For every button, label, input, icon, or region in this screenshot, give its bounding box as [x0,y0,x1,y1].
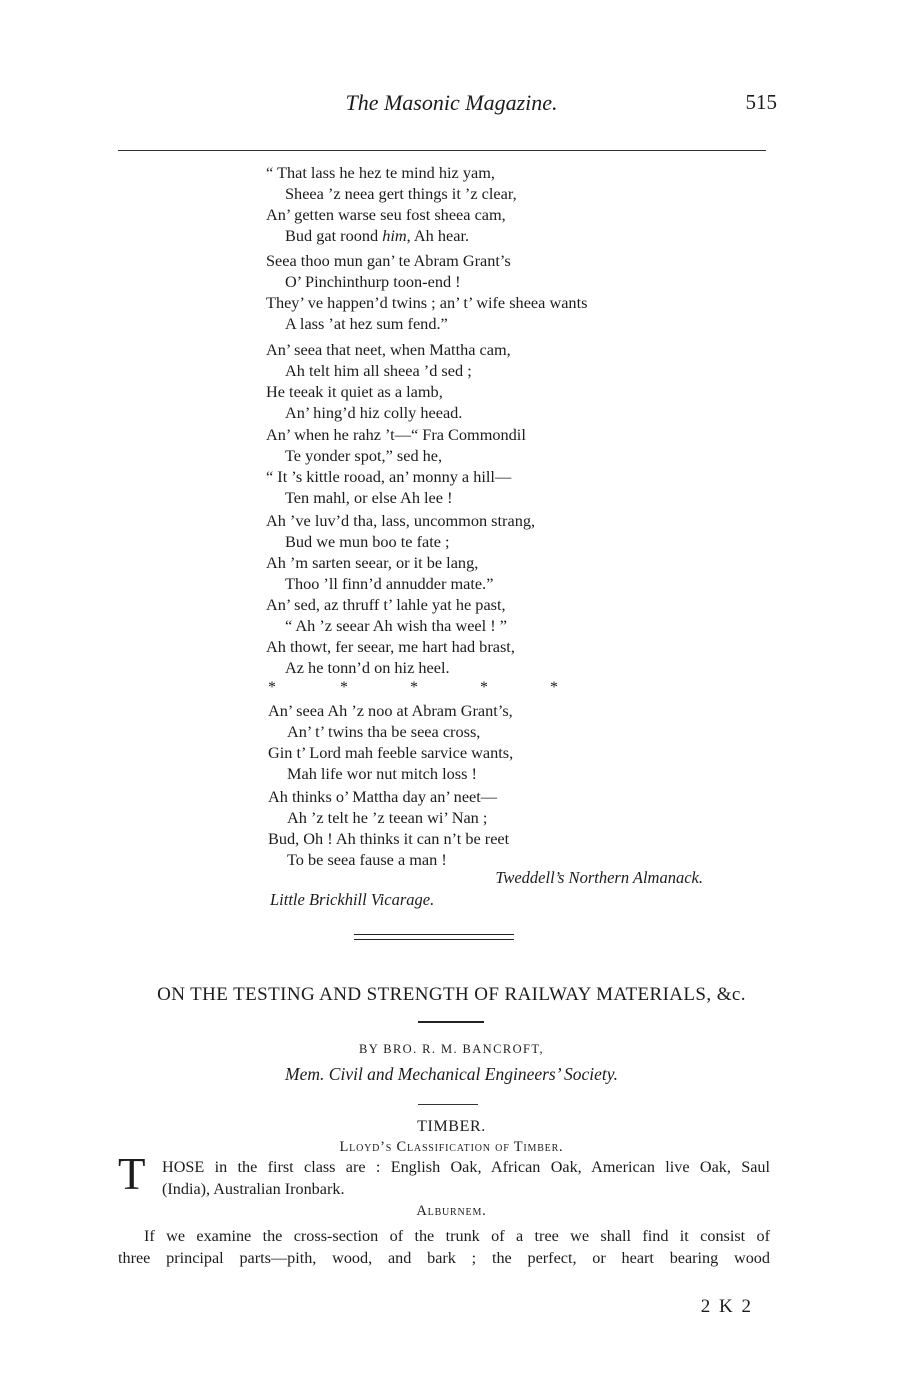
poem-line: Mah life wor nut mitch loss ! [287,764,477,783]
poem-line: They’ ve happen’d twins ; an’ t’ wife sheea wants [266,293,588,312]
poem-line: He teeak it quiet as a lamb, [266,382,443,401]
poem-line: To be seea fause a man ! [287,850,447,869]
poem-line: Seea thoo mun gan’ te Abram Grant’s [266,251,511,270]
poem-line: Ah thowt, fer seear, me hart had brast, [266,637,515,656]
asterisk: * [268,679,276,696]
subsection-heading: Lloyd’s Classification of Timber. [339,1139,564,1155]
page-number: 515 [745,90,777,114]
poem-line: An’ sed, az thruff t’ lahle yat he past, [266,595,506,614]
poem-place: Little Brickhill Vicarage. [270,890,435,909]
poem-line: Gin t’ Lord mah feeble sarvice wants, [268,743,514,762]
italic-him: him [382,226,407,245]
poem-line: An’ t’ twins tha be seea cross, [287,722,481,741]
poem-line: An’ seea Ah ’z noo at Abram Grant’s, [268,701,513,720]
poem-line: An’ seea that neet, when Mattha cam, [266,340,511,359]
paragraph-line: (India), Australian Ironbark. [162,1180,345,1198]
subsection-heading: Alburnem. [416,1203,487,1219]
separator-rule [354,934,514,935]
article-title: ON THE TESTING AND STRENGTH OF RAILWAY MATERIALS, &c. [157,984,746,1005]
asterisk: * [480,679,488,696]
section-heading: TIMBER. [417,1118,486,1135]
asterisk: * [550,679,558,696]
poem-line: Az he tonn’d on hiz heel. [285,658,450,677]
paragraph-line: three principal parts—pith, wood, and bark ; the perfect, or heart bearing wood [118,1249,770,1267]
poem-line: Ah ’z telt he ’z teean wi’ Nan ; [287,808,488,827]
poem-line: “ Ah ’z seear Ah wish tha weel ! ” [285,616,507,635]
poem-line: Thoo ’ll finn’d annudder mate.” [285,574,494,593]
drop-cap: T [118,1149,146,1199]
title-rule [418,1021,484,1023]
paragraph-line: If we examine the cross-section of the trunk of a tree we shall find it consist of [144,1227,770,1245]
poem-line: Ah telt him all sheea ’d sed ; [285,361,472,380]
poem-line: Te yonder spot,” sed he, [285,446,443,465]
poem-line: Ah ’m sarten seear, or it be lang, [266,553,479,572]
poem-line: Ah ’ve luv’d tha, lass, uncommon strang, [266,511,536,530]
poem-line: An’ hing’d hiz colly heead. [285,403,463,422]
poem-line: Ah thinks o’ Mattha day an’ neet— [268,787,498,806]
byline-rule [418,1104,478,1105]
asterisk: * [340,679,348,696]
signature-mark: 2 K 2 [700,1296,753,1317]
asterism [0,679,903,701]
poem-line: An’ getten warse seu fost sheea cam, [266,205,506,224]
paragraph-line: HOSE in the first class are : English Oak, African Oak, American live Oak, Saul [162,1158,770,1176]
poem-line-text: , Ah hear. [406,226,470,245]
poem-source: Tweddell’s Northern Almanack. [495,868,703,887]
asterisk: * [410,679,418,696]
poem-line: Ten mahl, or else Ah lee ! [285,488,453,507]
poem-line: Bud we mun boo te fate ; [285,532,450,551]
poem-line: “ That lass he hez te mind hiz yam, [266,163,495,182]
poem-line: O’ Pinchinthurp toon-end ! [285,272,461,291]
poem-line: A lass ’at hez sum fend.” [285,314,448,333]
author-society: Mem. Civil and Mechanical Engineers’ Society. [285,1064,618,1084]
poem-line [285,225,469,246]
poem-line: An’ when he rahz ’t—“ Fra Commondil [266,425,526,444]
header-rule [118,150,766,151]
poem-line: Bud, Oh ! Ah thinks it can n’t be reet [268,829,510,848]
poem-line: Sheea ’z neea gert things it ’z clear, [285,184,517,203]
poem-line-text: Bud gat roond [285,226,383,245]
byline: BY BRO. R. M. BANCROFT, [358,1042,544,1056]
separator-rule [354,939,514,940]
poem-line: “ It ’s kittle rooad, an’ monny a hill— [266,467,512,486]
running-title: The Masonic Magazine. [345,90,558,115]
